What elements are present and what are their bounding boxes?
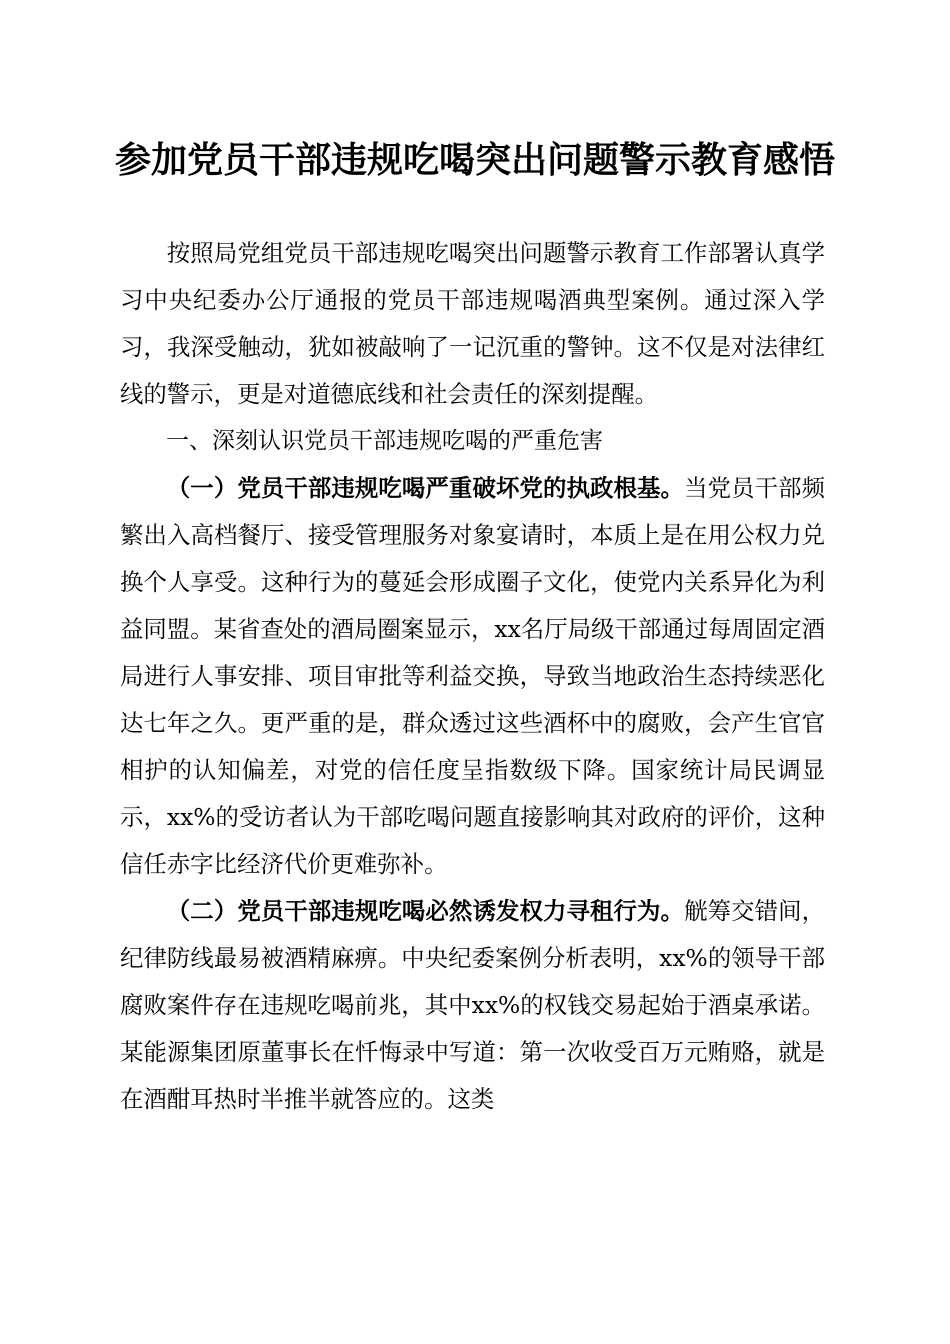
document-body [120, 230, 825, 1123]
document-title: 参加党员干部违规吃喝突出问题警示教育感悟 [114, 139, 835, 181]
item-2-lead: （二）党员干部违规吃喝必然诱发权力寻租行为。 [166, 897, 685, 925]
item-1-lead: （一）党员干部违规吃喝严重破坏党的执政根基。 [166, 474, 685, 502]
item-2-text: 觥筹交错间，纪律防线最易被酒精麻痹。中央纪委案例分析表明，xx%的领导干部腐败案件存在违规吃喝前兆，其中xx%的权钱交易起始于酒桌承诺。某能源集团原董事长在忏悔录中写道：第一次收受百万元贿赂，就是在酒酣耳热时半推半就答应的。这类 [120, 897, 826, 1113]
paragraph-item-1 [120, 465, 825, 888]
item-1-text: 当党员干部频繁出入高档餐厅、接受管理服务对象宴请时，本质上是在用公权力兑换个人享受。这种行为的蔓延会形成圈子文化，使党内关系异化为利益同盟。某省查处的酒局圈案显示，xx名厅局级干部通过每周固定酒局进行人事安排、项目审批等利益交换，导致当地政治生态持续恶化达七年之久。更严重的是，群众透过这些酒杯中的腐败，会产生官官相护的认知偏差，对党的信任度呈指数级下降。国家统计局民调显示，xx%的受访者认为干部吃喝问题直接影响其对政府的评价，这种信任赤字比经济代价更难弥补。 [120, 474, 826, 878]
paragraph-item-2 [120, 888, 825, 1123]
intro-paragraph: 按照局党组党员干部违规吃喝突出问题警示教育工作部署认真学习中央纪委办公厅通报的党员干部违规喝酒典型案例。通过深入学习，我深受触动，犹如被敲响了一记沉重的警钟。这不仅是对法律红线的警示，更是对道德底线和社会责任的深刻提醒。 [120, 239, 825, 408]
section-heading: 一、深刻认识党员干部违规吃喝的严重危害 [166, 428, 603, 454]
